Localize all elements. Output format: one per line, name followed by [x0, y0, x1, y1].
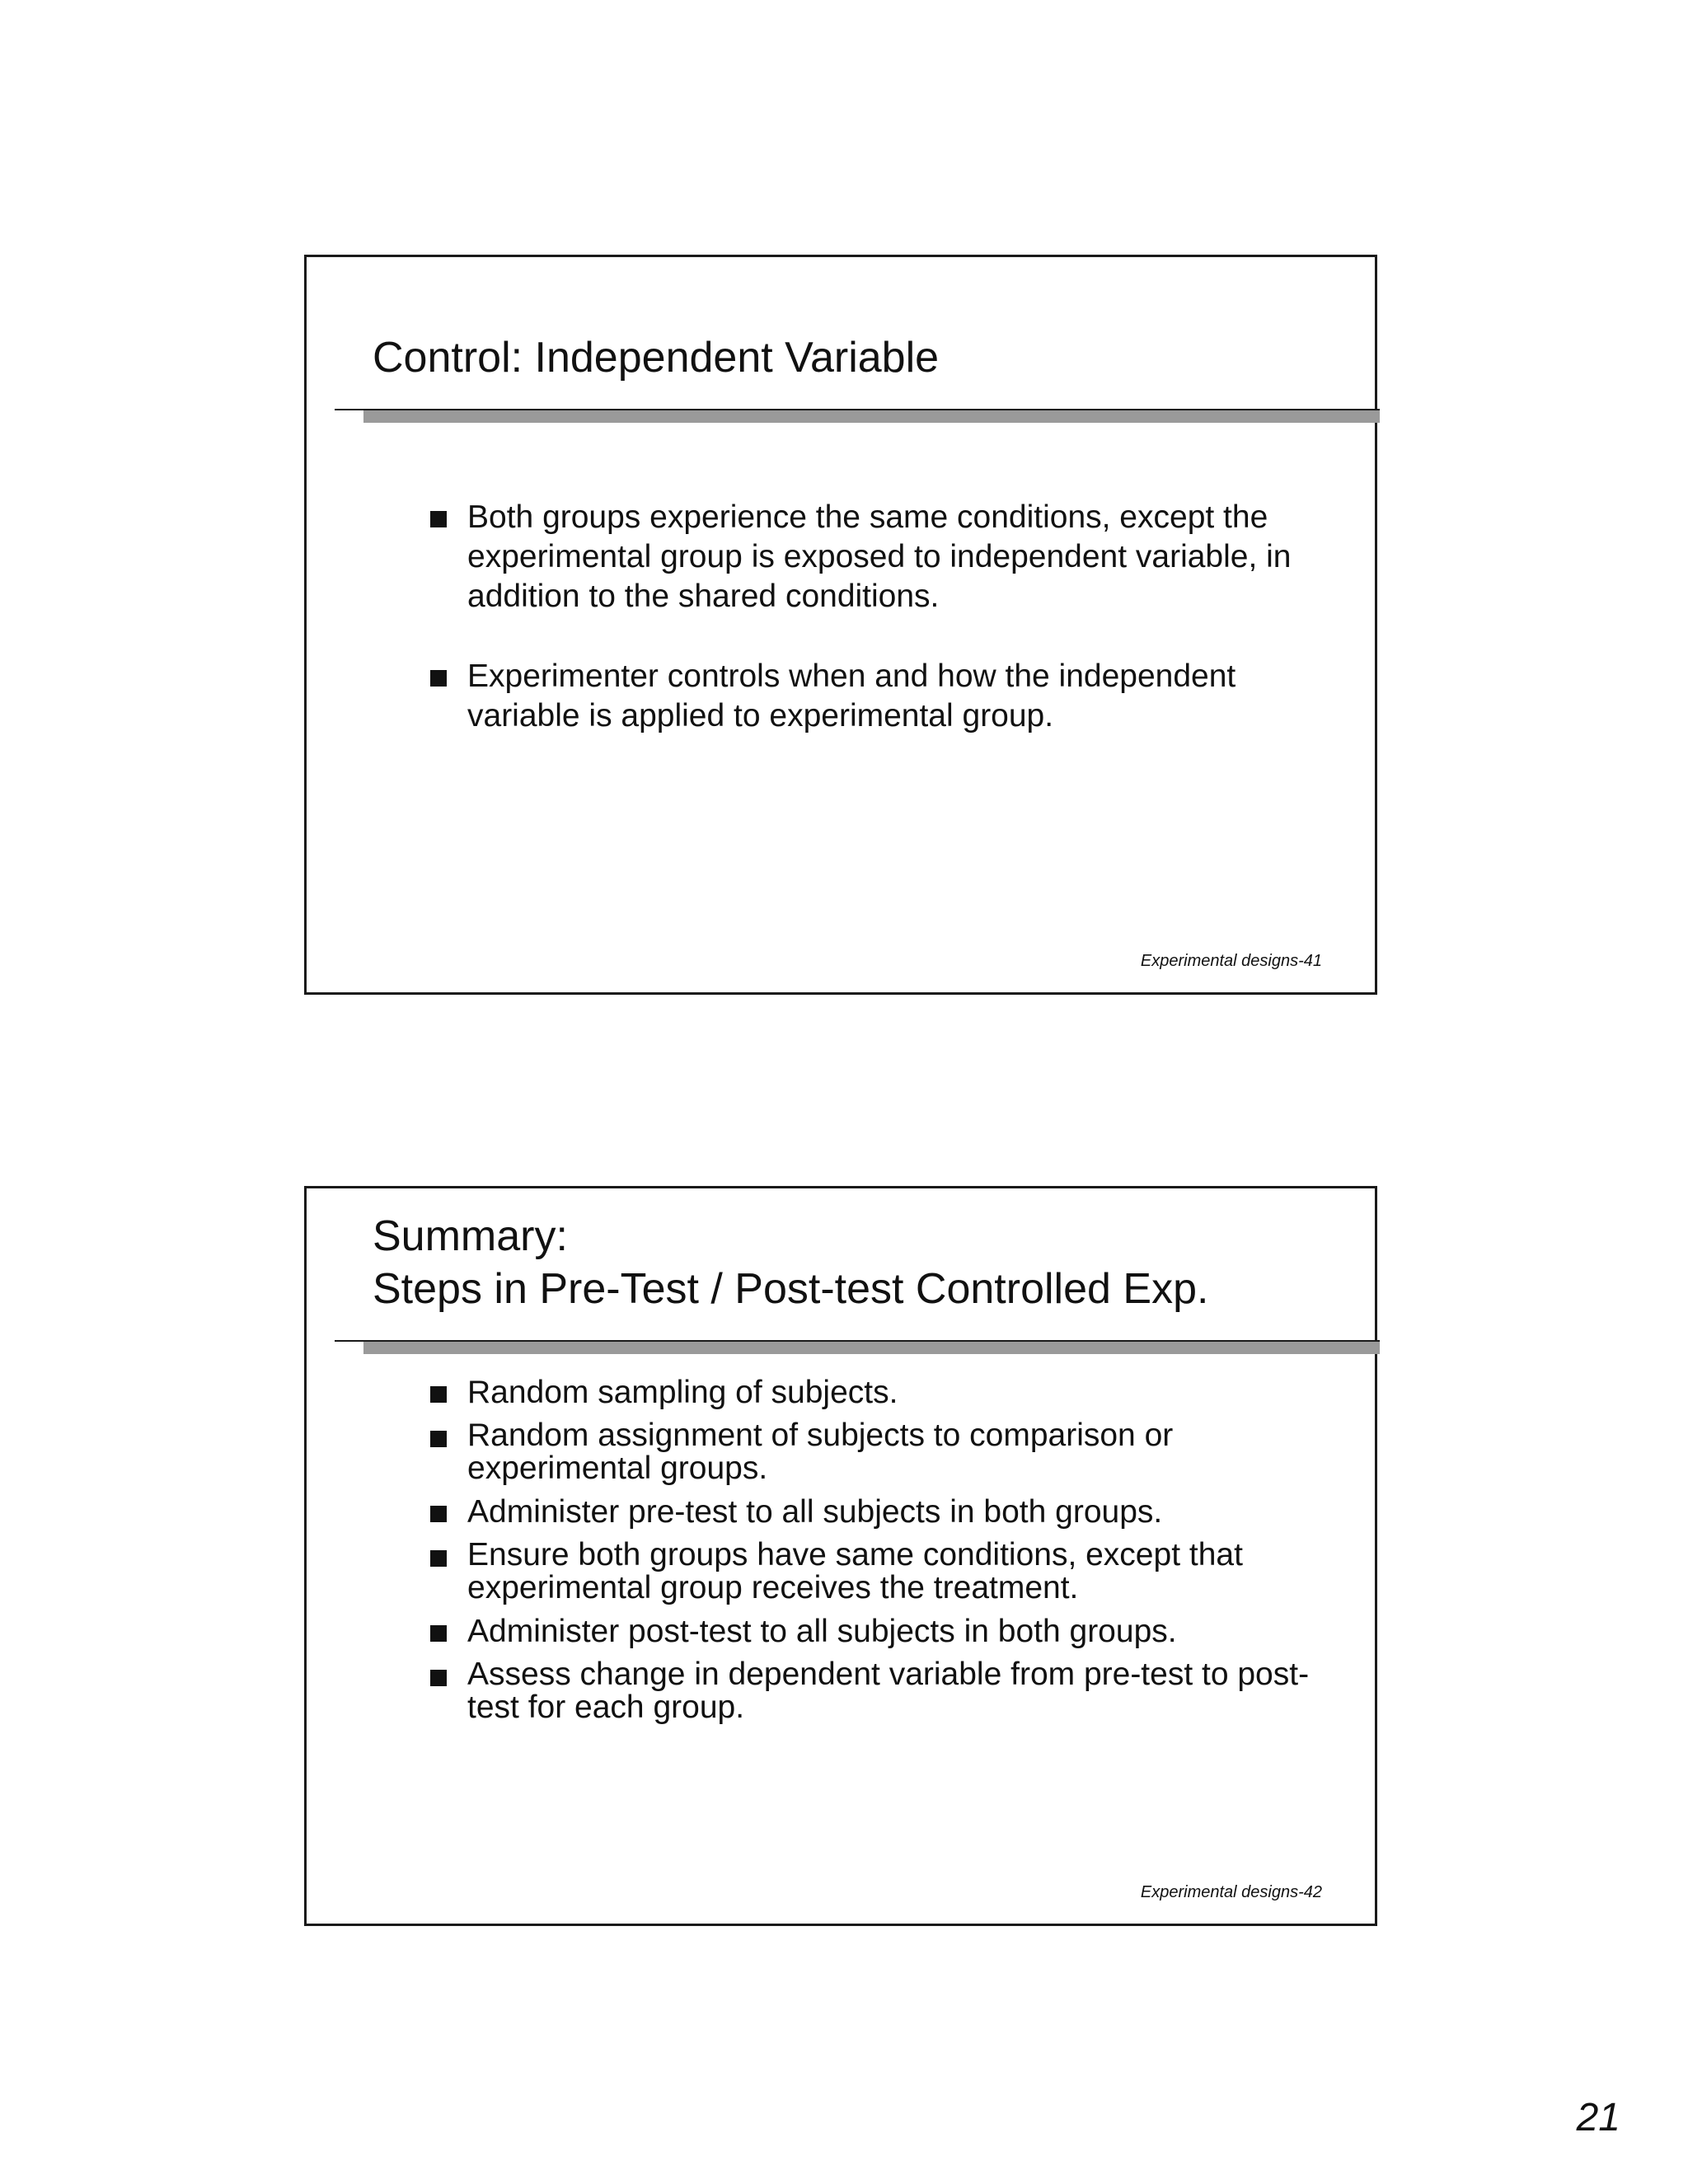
square-bullet-icon [430, 1431, 447, 1447]
page-number: 21 [1576, 2096, 1620, 2139]
bullet-item [430, 1494, 1312, 1530]
bullet-text: Random assignment of subjects to comparison or experimental groups. [467, 1418, 1174, 1486]
bullet-item [430, 657, 1312, 736]
bullet-item [430, 1539, 1312, 1605]
bullet-text: Experimenter controls when and how the independent variable is applied to experimental group. [467, 658, 1236, 733]
bullet-text: Random sampling of subjects. [467, 1375, 898, 1410]
bullet-list [430, 498, 1312, 776]
bullet-list [430, 1375, 1312, 1733]
bullet-item [430, 1419, 1312, 1485]
slide-42 [304, 1186, 1377, 1926]
bullet-item [430, 1375, 1312, 1410]
slide-title [373, 1210, 1208, 1315]
square-bullet-icon [430, 1670, 447, 1686]
title-divider-bar [363, 410, 1380, 423]
slide-title: Control: Independent Variable [373, 334, 940, 382]
slide-footer: Experimental designs-42 [1140, 1883, 1322, 1901]
bullet-text: Ensure both groups have same conditions, except that experimental group receives the treatment. [467, 1537, 1243, 1605]
slide-footer: Experimental designs-41 [1140, 952, 1322, 970]
bullet-item [430, 498, 1312, 616]
square-bullet-icon [430, 1625, 447, 1642]
bullet-text: Assess change in dependent variable from pre-test to post-test for each group. [467, 1657, 1310, 1725]
slide-41 [304, 255, 1377, 995]
bullet-text: Administer pre-test to all subjects in both groups. [467, 1494, 1163, 1530]
slide-title-line-1: Summary: [373, 1212, 568, 1260]
square-bullet-icon [430, 1506, 447, 1522]
title-divider-bar [363, 1342, 1380, 1354]
bullet-item [430, 1614, 1312, 1649]
square-bullet-icon [430, 670, 447, 687]
bullet-text: Both groups experience the same conditions, except the experimental group is exposed to independent variable, in addition to the shared conditions. [467, 499, 1292, 614]
square-bullet-icon [430, 1386, 447, 1403]
square-bullet-icon [430, 511, 447, 527]
square-bullet-icon [430, 1550, 447, 1567]
bullet-text: Administer post-test to all subjects in both groups. [467, 1614, 1177, 1649]
bullet-item [430, 1658, 1312, 1724]
slide-title-line-2: Steps in Pre-Test / Post-test Controlled Exp. [373, 1265, 1209, 1313]
